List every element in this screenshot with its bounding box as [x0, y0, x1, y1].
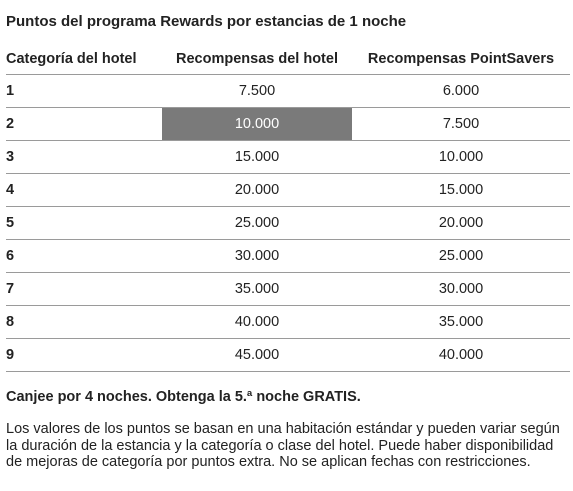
disclaimer-text: Los valores de los puntos se basan en una habitación estándar y pueden variar según la duración de la estancia y la categoría o clase del hotel. Puede haber disponibilidad de mejoras de categoría por puntos extra. No se aplican fechas con restricciones. [6, 421, 560, 470]
cell-category: 3 [6, 141, 162, 174]
cell-hotel-rewards: 7.500 [162, 75, 352, 108]
page-title: Puntos del programa Rewards por estancias de 1 noche [6, 13, 407, 30]
promo-text: Canjee por 4 noches. Obtenga la 5.ª noche GRATIS. [6, 389, 361, 405]
points-table [6, 44, 570, 372]
cell-category: 6 [6, 240, 162, 273]
table-body [6, 75, 570, 372]
header-pointsavers-rewards: Recompensas PointSavers [352, 44, 570, 75]
cell-pointsavers: 20.000 [352, 207, 570, 240]
cell-category: 5 [6, 207, 162, 240]
cell-hotel-rewards: 35.000 [162, 273, 352, 306]
cell-category: 1 [6, 75, 162, 108]
cell-category: 8 [6, 306, 162, 339]
cell-category: 9 [6, 339, 162, 372]
table-row [6, 75, 570, 108]
cell-hotel-rewards: 40.000 [162, 306, 352, 339]
cell-pointsavers: 40.000 [352, 339, 570, 372]
cell-hotel-rewards: 15.000 [162, 141, 352, 174]
header-hotel-category: Categoría del hotel [6, 44, 162, 75]
cell-category: 4 [6, 174, 162, 207]
table-row [6, 306, 570, 339]
cell-pointsavers: 6.000 [352, 75, 570, 108]
table-row [6, 108, 570, 141]
cell-pointsavers: 7.500 [352, 108, 570, 141]
cell-hotel-rewards-highlighted: 10.000 [162, 108, 352, 141]
table-row [6, 174, 570, 207]
cell-hotel-rewards: 25.000 [162, 207, 352, 240]
cell-pointsavers: 35.000 [352, 306, 570, 339]
cell-hotel-rewards: 45.000 [162, 339, 352, 372]
cell-hotel-rewards: 30.000 [162, 240, 352, 273]
cell-hotel-rewards: 20.000 [162, 174, 352, 207]
table-row [6, 207, 570, 240]
cell-pointsavers: 15.000 [352, 174, 570, 207]
cell-pointsavers: 30.000 [352, 273, 570, 306]
cell-category: 2 [6, 108, 162, 141]
cell-pointsavers: 25.000 [352, 240, 570, 273]
table-row [6, 240, 570, 273]
table-row [6, 339, 570, 372]
table-row [6, 273, 570, 306]
table-row [6, 141, 570, 174]
cell-pointsavers: 10.000 [352, 141, 570, 174]
cell-category: 7 [6, 273, 162, 306]
header-hotel-rewards: Recompensas del hotel [162, 44, 352, 75]
table-header-row [6, 44, 570, 75]
